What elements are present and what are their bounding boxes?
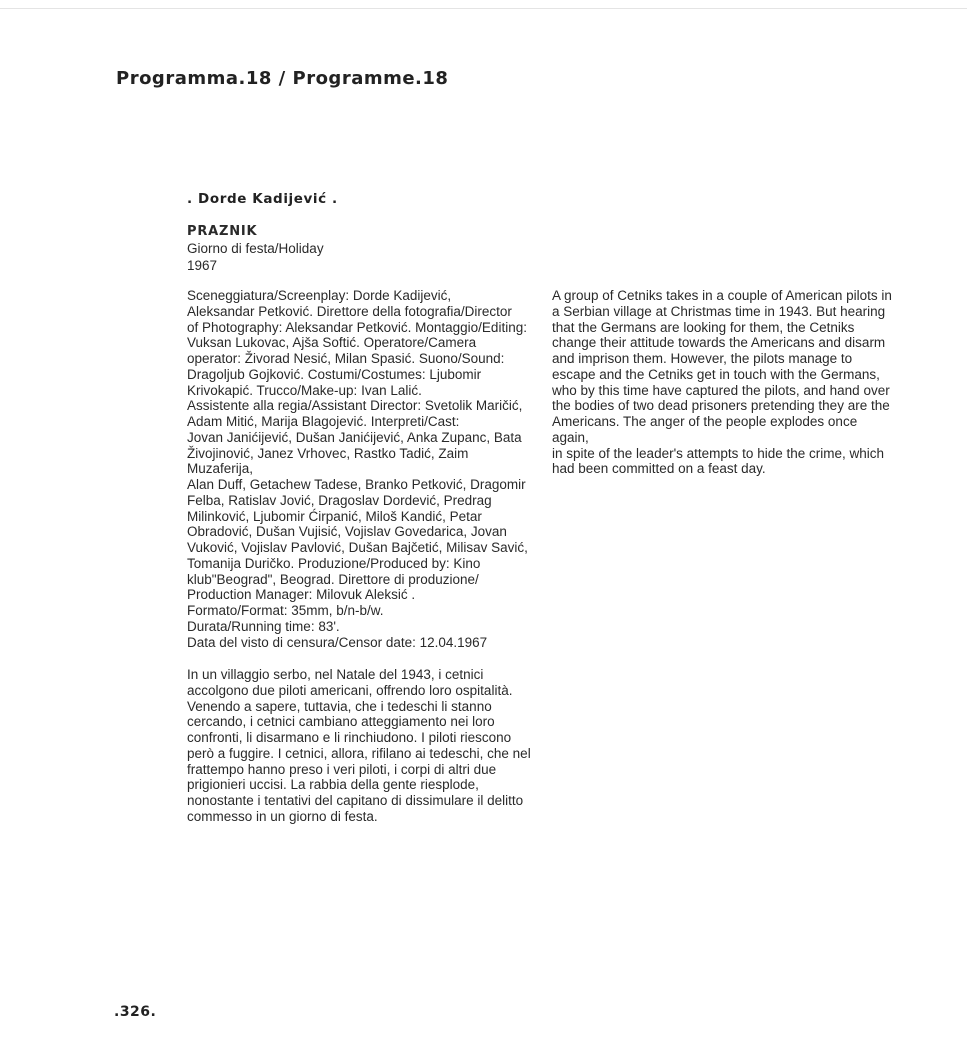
film-year: 1967 — [187, 258, 218, 273]
film-info — [187, 223, 324, 274]
page-header-title: Programma.18 / Programme.18 — [116, 68, 449, 89]
page-number: .326. — [114, 1004, 157, 1020]
synopsis-italian: In un villaggio serbo, nel Natale del 1943, i cetnici accolgono due piloti americani, offrendo loro ospitalità. Venendo a sapere, tuttavia, che i tedeschi li stanno cercando, i cetnici cambiano atteggiamento nei loro confronti, li disarmano e li rinchiudono. I piloti riescono però a fuggire. I cetnici, allora, rifilano ai tedeschi, che nel frattempo hanno preso i veri piloti, i corpi di altri due prigionieri uccisi. La rabbia della gente riesplode, nonostante i tentativi del capitano di dissimulare il delitto commesso in un giorno di festa. — [187, 667, 531, 824]
director-name: . Dorde Kadijević . — [187, 191, 338, 207]
film-title: PRAZNIK — [187, 224, 258, 239]
credits-text: Sceneggiatura/Screenplay: Dorde Kadijević, Aleksandar Petković. Direttore della fotografia/Director of Photography: Aleksandar Petković. Montaggio/Editing: Vuksan Lukovac, Ajša Softić. Operatore/Camera operator: Živorad Nesić, Milan Spasić. Suono/Sound: Dragoljub Gojković. Costumi/Costumes: Ljubomir Krivokapić. Trucco/Make-up: Ivan Lalić. Assistente alla regia/Assistant Director: Svetolik Maričić, Adam Mitić, Marija Blagojević. Interpreti/Cast: Jovan Janićijević, Dušan Janićijević, Anka Zupanc, Bata Živojinović, Janez Vrhovec, Rastko Tadić, Zaim Muzaferija, Alan Duff, Getachew Tadese, Branko Petković, Dragomir Felba, Ratislav Jović, Dragoslav Dordević, Predrag Milinković, Ljubomir Ćirpanić, Miloš Kandić, Petar Obradović, Dušan Vujisić, Vojislav Govedarica, Jovan Vuković, Vojislav Pavlović, Dušan Bajčetić, Milisav Savić, Tomanija Duričko. Produzione/Produced by: Kino klub"Beograd", Beograd. Direttore di produzione/ Production Manager: Milovuk Aleksić . Formato/Format: 35mm, b/n-b/w. Durata/Running time: 83'. Data del visto di censura/Censor date: 12.04.1967 — [187, 288, 528, 650]
synopsis-english: A group of Cetniks takes in a couple of American pilots in a Serbian village at Christmas time in 1943. But hearing that the Germans are looking for them, the Cetniks change their attitude towards the Americans and disarm and imprison them. However, the pilots manage to escape and the Cetniks get in touch with the Germans, who by this time have captured the pilots, and hand over the bodies of two dead prisoners pretending they are the Americans. The anger of the people explodes once again, in spite of the leader's attempts to hide the crime, which had been committed on a feast day. — [552, 288, 892, 477]
film-subtitle: Giorno di festa/Holiday — [187, 241, 324, 256]
top-rule — [0, 8, 967, 9]
credits-section — [187, 288, 535, 650]
